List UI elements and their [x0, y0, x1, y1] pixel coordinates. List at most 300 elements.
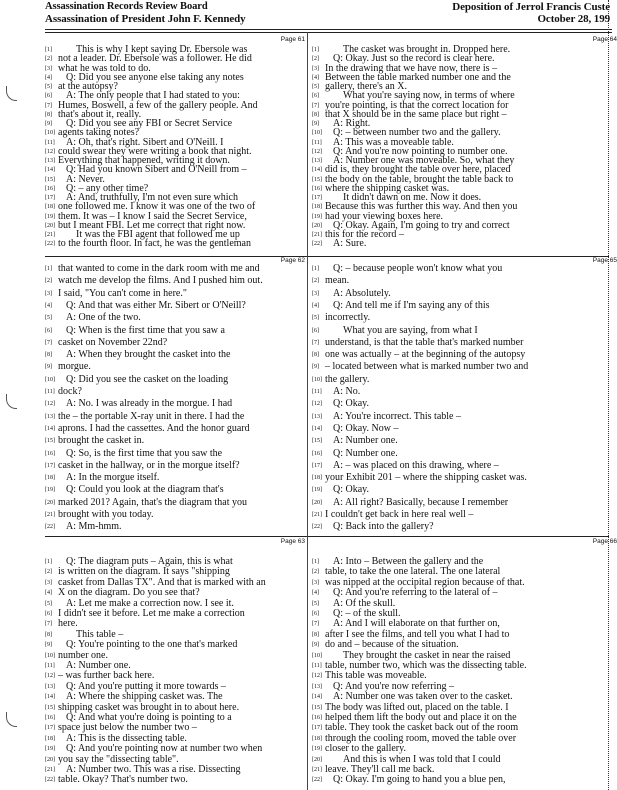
line-text: – was further back here.	[58, 670, 155, 682]
transcript-line	[45, 288, 187, 299]
line-text: but I meant FBI. Let me correct that right now.	[58, 219, 246, 231]
line-number: [7]	[45, 102, 52, 109]
line-number: [21]	[45, 512, 55, 518]
header-rule	[45, 29, 612, 30]
transcript-line	[45, 472, 159, 483]
line-number: [22]	[312, 524, 322, 531]
line-text: The body was lifted out, placed on the table. I	[325, 701, 509, 713]
transcript-line	[45, 702, 239, 713]
line-number: [12]	[45, 401, 55, 408]
transcript-line	[45, 521, 122, 532]
line-number: [4]	[45, 74, 52, 81]
transcript-line	[45, 629, 123, 640]
line-number: [4]	[45, 302, 52, 309]
transcript-line	[312, 598, 395, 609]
line-text: the body on the table, brought the table back to	[325, 173, 514, 185]
line-number: [1]	[45, 559, 52, 565]
line-number: [3]	[45, 290, 52, 297]
line-text: gallery, there's an X.	[325, 81, 407, 92]
transcript-line	[312, 587, 498, 598]
line-text: A: No.	[333, 386, 361, 397]
line-number: [16]	[45, 185, 55, 192]
page-number-label: Page 64	[592, 36, 617, 43]
line-number: [4]	[312, 74, 319, 81]
transcript-line	[312, 722, 518, 733]
line-text: A: Absolutely.	[333, 287, 391, 299]
line-number: [1]	[312, 559, 319, 565]
line-number: [20]	[312, 499, 322, 506]
transcript-line	[45, 712, 232, 723]
line-text: brought the casket in.	[58, 435, 145, 447]
line-number: [1]	[45, 266, 52, 272]
line-number: [8]	[45, 631, 52, 638]
line-number: [17]	[45, 462, 55, 469]
line-text: The casket was brought in. Dropped here.	[343, 44, 511, 55]
line-number: [13]	[312, 413, 322, 420]
transcript-line	[45, 423, 250, 434]
line-text: Q: Okay.	[333, 484, 370, 496]
line-number: [2]	[312, 278, 319, 285]
line-number: [3]	[312, 65, 319, 72]
transcript-line	[45, 325, 225, 336]
line-number: [4]	[45, 590, 52, 597]
line-number: [1]	[45, 47, 52, 53]
line-text: Because this was further this way. And then you	[325, 201, 518, 213]
line-text: Q: Okay.	[333, 398, 370, 410]
line-text: A: Of the skull.	[333, 597, 396, 609]
line-number: [18]	[45, 475, 55, 482]
line-text: A: Number one.	[333, 435, 398, 447]
transcript-line	[312, 691, 513, 702]
line-text: that's about it, really.	[58, 108, 142, 120]
line-text: A: Never.	[66, 173, 105, 185]
line-text: A: You're incorrect. This table –	[333, 410, 461, 422]
line-text: one was actually – at the beginning of the autopsy	[325, 349, 526, 361]
transcript-line	[45, 691, 223, 702]
line-number: [19]	[312, 746, 322, 753]
line-text: Q: And you're now pointing to number one.	[333, 145, 508, 157]
line-text: – located between what is marked number two and	[325, 361, 529, 373]
transcript-line	[312, 423, 398, 434]
line-number: [13]	[45, 413, 55, 420]
header-date: October 28, 199	[537, 13, 610, 25]
line-text: Q: The diagram puts – Again, this is what	[66, 556, 233, 567]
line-number: [7]	[312, 339, 319, 346]
line-text: A: The only people that I had stated to you:	[66, 90, 240, 102]
transcript-line	[45, 374, 228, 385]
transcript-line	[312, 556, 483, 567]
page-number-label: Page 66	[592, 538, 617, 545]
line-text: A: One of the two.	[66, 312, 141, 324]
line-number: [5]	[45, 315, 52, 322]
line-number: [6]	[45, 327, 52, 334]
line-text: Q: And tell me if I'm saying any of this	[333, 299, 490, 311]
line-text: table. Okay? That's number two.	[58, 774, 188, 786]
line-number: [20]	[45, 499, 55, 506]
line-number: [12]	[45, 148, 55, 155]
line-text: Q: Okay. Now –	[333, 422, 399, 434]
transcript-line	[312, 521, 434, 532]
line-text: Everything that happened, writing it down.	[58, 155, 230, 166]
line-number: [10]	[45, 652, 55, 659]
transcript-line	[45, 670, 154, 681]
transcript-line	[45, 275, 263, 286]
line-number: [21]	[45, 232, 55, 238]
line-text: Q: And what you're doing is pointing to a	[66, 712, 232, 723]
line-text: space just below the number two –	[58, 722, 197, 734]
binder-mark	[6, 712, 17, 727]
line-number: [7]	[45, 339, 52, 346]
transcript-line	[45, 238, 251, 249]
line-number: [13]	[312, 158, 322, 164]
line-text: A: Number one was moveable. So, what they	[333, 155, 515, 166]
line-number: [16]	[312, 185, 322, 192]
line-number: [14]	[312, 694, 322, 701]
line-text: Humes, Boswell, a few of the gallery people. And	[58, 99, 258, 111]
transcript-page-right-2	[308, 256, 617, 537]
line-number: [2]	[45, 56, 52, 63]
transcript-line	[45, 312, 141, 323]
transcript-line	[45, 361, 91, 372]
line-number: [15]	[45, 438, 55, 445]
line-text: A: Mm-hmm.	[66, 521, 122, 533]
line-number: [11]	[45, 139, 55, 146]
line-text: This table –	[76, 628, 124, 640]
line-number: [21]	[312, 512, 322, 518]
line-text: Q: Did you see anyone else taking any notes	[66, 71, 244, 83]
line-number: [20]	[45, 222, 55, 229]
line-number: [8]	[312, 352, 319, 359]
transcript-line	[312, 411, 461, 422]
transcript-line	[45, 556, 233, 567]
line-text: It was the FBI agent that followed me up	[76, 229, 240, 240]
line-text: This is why I kept saying Dr. Ebersole was	[76, 44, 248, 55]
line-text: Q: – between number two and the gallery.	[333, 127, 501, 139]
transcript-page-left-2	[45, 256, 307, 537]
transcript-line	[312, 618, 500, 629]
line-number: [22]	[45, 524, 55, 531]
line-number: [10]	[312, 652, 322, 659]
transcript-line	[312, 681, 454, 692]
transcript-line	[312, 361, 528, 372]
line-text: that wanted to come in the dark room with me and	[58, 263, 260, 274]
line-text: What you are saying, from what I	[343, 324, 478, 336]
transcript-line	[312, 238, 366, 249]
transcript-line	[45, 650, 108, 661]
line-number: [6]	[45, 93, 52, 100]
transcript-line	[312, 733, 516, 744]
line-number: [17]	[312, 462, 322, 469]
line-text: Q: – any other time?	[66, 182, 149, 194]
line-number: [6]	[45, 611, 52, 617]
line-number: [15]	[312, 438, 322, 445]
transcript-line	[45, 509, 153, 520]
line-text: the – the portable X-ray unit in there. I had the	[58, 410, 245, 422]
line-number: [19]	[312, 213, 322, 220]
line-text: A: All right? Basically, because I remember	[333, 496, 509, 508]
line-text: that X should be in the same place but right –	[325, 108, 507, 120]
line-text: casket from Dallas TX". And that is marked with an	[58, 576, 266, 588]
transcript-page-left-3	[45, 537, 307, 790]
line-text: In the drawing that we have now, there is –	[325, 62, 498, 74]
line-number: [15]	[45, 704, 55, 711]
line-text: Q: Did you see the casket on the loading	[66, 373, 229, 385]
line-text: A: This was a moveable table.	[333, 136, 454, 148]
transcript-line	[312, 774, 506, 785]
line-number: [11]	[45, 389, 55, 395]
line-number: [17]	[312, 195, 322, 201]
line-text: A: Sure.	[333, 238, 367, 250]
header-rule-lower	[45, 32, 612, 33]
transcript-line	[312, 764, 434, 775]
transcript-line	[312, 743, 406, 754]
line-text: did is, they brought the table over here, placed	[325, 164, 511, 176]
transcript-line	[312, 386, 360, 397]
line-text: I didn't see it before. Let me make a correction	[58, 608, 245, 619]
line-number: [14]	[312, 425, 322, 432]
line-text: I said, "You can't come in here."	[58, 287, 187, 299]
line-text: A: In the morgue itself.	[66, 472, 160, 484]
line-number: [18]	[312, 735, 322, 742]
line-text: watch me develop the films. And I pushed him out.	[58, 275, 263, 287]
line-number: [10]	[45, 130, 55, 137]
line-text: A: Oh, that's right. Sibert and O'Neill. I	[66, 136, 224, 148]
transcript-line	[45, 411, 244, 422]
line-number: [8]	[312, 111, 319, 118]
line-text: Q: Back into the gallery?	[333, 521, 434, 533]
line-text: A: Let me make a correction now. I see it.	[66, 597, 234, 609]
transcript-line	[45, 743, 262, 754]
binder-mark	[6, 86, 17, 101]
line-text: A: And I will elaborate on that further on,	[333, 618, 500, 630]
line-text: This table was moveable.	[325, 670, 427, 682]
line-text: closer to the gallery.	[325, 743, 406, 755]
line-text: What you're saying now, in terms of where	[343, 90, 515, 102]
transcript-line	[45, 598, 234, 609]
line-text: A: Number two. This was a rise. Dissecting	[66, 764, 241, 775]
line-number: [15]	[312, 176, 322, 183]
line-number: [8]	[45, 111, 52, 118]
transcript-line	[45, 435, 144, 446]
line-text: was nipped at the occipital region because of that.	[325, 576, 525, 588]
transcript-line	[312, 660, 527, 671]
transcript-line	[312, 497, 508, 508]
line-number: [16]	[45, 715, 55, 721]
transcript-line	[45, 497, 247, 508]
line-number: [5]	[312, 84, 319, 90]
line-text: not a leader. Dr. Ebersole was a follower. He did	[58, 53, 252, 65]
line-number: [7]	[312, 621, 319, 628]
line-number: [12]	[312, 673, 322, 680]
line-number: [18]	[45, 735, 55, 742]
line-number: [22]	[45, 777, 55, 784]
line-number: [14]	[312, 167, 322, 174]
binder-mark	[6, 394, 17, 409]
line-number: [21]	[312, 232, 322, 238]
line-number: [8]	[312, 631, 319, 638]
line-text: aprons. I had the cassettes. And the honor guard	[58, 422, 250, 434]
line-text: brought with you today.	[58, 509, 154, 520]
line-text: I couldn't get back in here real well –	[325, 509, 474, 520]
line-number: [8]	[45, 352, 52, 359]
header-case-title: Assassination of President John F. Kennedy	[45, 13, 246, 25]
line-text: Q: You're pointing to the one that's marked	[66, 639, 238, 651]
transcript-line	[45, 660, 131, 671]
transcript-page-right-1	[308, 34, 617, 257]
line-number: [12]	[312, 148, 322, 155]
transcript-page-left-1	[45, 34, 307, 257]
transcript-line	[312, 754, 500, 765]
line-text: Q: And you're putting it more towards –	[66, 680, 226, 692]
line-number: [2]	[312, 569, 319, 576]
line-text: A: Right.	[333, 118, 371, 129]
transcript-line	[312, 472, 527, 483]
transcript-line	[45, 608, 245, 619]
line-number: [4]	[312, 590, 319, 597]
line-text: Q: Okay. Just so the record is clear here.	[333, 53, 495, 65]
line-text: They brought the casket in near the raised	[343, 649, 511, 661]
line-number: [9]	[312, 364, 319, 371]
line-text: what he was told to do.	[58, 62, 151, 74]
transcript-line	[312, 650, 510, 661]
line-number: [3]	[45, 579, 52, 586]
line-number: [1]	[312, 266, 319, 272]
line-text: shipping casket was brought in to about here.	[58, 701, 240, 713]
transcript-line	[45, 733, 187, 744]
line-number: [18]	[45, 204, 55, 211]
transcript-line	[45, 764, 241, 775]
transcript-line	[312, 639, 459, 650]
line-text: A: And, truthfully, I'm not even sure which	[66, 192, 238, 203]
page-number-label: Page 65	[592, 257, 617, 264]
line-number: [2]	[312, 56, 319, 63]
line-text: Q: – because people won't know what you	[333, 263, 503, 274]
line-text: Q: So, is the first time that you saw the	[66, 447, 223, 459]
line-text: A: This is the dissecting table.	[66, 732, 187, 744]
line-number: [2]	[45, 278, 52, 285]
line-text: It didn't dawn on me. Now it does.	[343, 192, 482, 203]
line-text: number one.	[58, 649, 108, 661]
transcript-line	[312, 608, 401, 619]
line-number: [14]	[45, 425, 55, 432]
line-text: A: Number one.	[66, 660, 131, 671]
transcript-line	[312, 566, 500, 577]
line-number: [12]	[312, 401, 322, 408]
line-text: to the fourth floor. In fact, he was the gentleman	[58, 238, 251, 250]
line-number: [3]	[45, 65, 52, 72]
transcript-line	[45, 774, 188, 785]
transcript-line	[45, 386, 82, 397]
page-number-label: Page 62	[280, 257, 305, 264]
transcript-line	[45, 398, 232, 409]
line-number: [17]	[312, 725, 322, 732]
line-number: [21]	[45, 767, 55, 773]
transcript-line	[45, 587, 200, 598]
transcript-line	[45, 618, 78, 629]
line-text: dock?	[58, 386, 82, 397]
line-text: you're pointing, is that the correct location for	[325, 99, 509, 111]
line-number: [13]	[45, 683, 55, 690]
line-text: table, number two, which was the dissecting table.	[325, 660, 527, 671]
line-number: [19]	[312, 487, 322, 494]
line-text: agents taking notes?	[58, 127, 140, 139]
line-text: casket on November 22nd?	[58, 336, 168, 348]
line-text: is written on the diagram. It says "shipping	[58, 566, 230, 578]
line-number: [6]	[312, 611, 319, 617]
line-number: [9]	[45, 642, 52, 649]
transcript-line	[312, 670, 427, 681]
transcript-line	[312, 349, 525, 360]
line-text: at the autopsy?	[58, 81, 118, 92]
line-number: [5]	[45, 600, 52, 607]
transcript-line	[45, 566, 230, 577]
line-text: table. They took the casket back out of the room	[325, 722, 519, 734]
transcript-line	[45, 577, 266, 588]
line-text: X on the diagram. Do you see that?	[58, 587, 200, 599]
line-text: leave. They'll call me back.	[325, 764, 435, 775]
line-number: [9]	[45, 364, 52, 371]
line-text: Between the table marked number one and the	[325, 71, 511, 83]
line-number: [10]	[312, 376, 322, 383]
line-number: [13]	[45, 158, 55, 164]
line-text: Q: Did you see any FBI or Secret Service	[66, 118, 233, 129]
transcript-line	[45, 263, 260, 274]
line-text: through the cooling room, moved the table over	[325, 732, 517, 744]
line-text: Q: When is the first time that you saw a	[66, 324, 225, 336]
line-text: A: When they brought the casket into the	[66, 349, 231, 361]
line-number: [11]	[45, 663, 55, 669]
transcript-line	[312, 325, 478, 336]
transcript-line	[312, 484, 369, 495]
page-number-label: Page 61	[280, 36, 305, 43]
line-number: [7]	[45, 621, 52, 628]
line-number: [1]	[312, 47, 319, 53]
line-number: [20]	[45, 756, 55, 763]
header-board-name: Assassination Records Review Board	[45, 1, 208, 12]
transcript-line	[312, 312, 370, 323]
transcript-line	[312, 288, 391, 299]
transcript-line	[312, 263, 502, 274]
line-number: [11]	[312, 139, 322, 146]
line-number: [22]	[312, 241, 322, 248]
line-number: [17]	[45, 195, 55, 201]
transcript-line	[312, 712, 517, 723]
line-text: Q: And you're pointing now at number two when	[66, 743, 263, 755]
line-text: Q: – of the skull.	[333, 608, 401, 619]
line-text: where the shipping casket was.	[325, 182, 450, 194]
line-number: [2]	[45, 569, 52, 576]
line-number: [18]	[312, 475, 322, 482]
line-text: And this is when I was told that I could	[343, 753, 501, 765]
line-number: [15]	[45, 176, 55, 183]
line-number: [10]	[45, 376, 55, 383]
line-number: [22]	[312, 777, 322, 784]
transcript-line	[45, 460, 240, 471]
line-number: [17]	[45, 725, 55, 732]
transcript-line	[312, 435, 398, 446]
line-number: [16]	[45, 450, 55, 457]
line-number: [12]	[45, 673, 55, 680]
line-number: [10]	[312, 130, 322, 137]
transcript-line	[312, 509, 473, 520]
line-number: [18]	[312, 204, 322, 211]
line-number: [14]	[45, 167, 55, 174]
transcript-line	[45, 337, 167, 348]
line-text: them. It was – I know I said the Secret Service,	[58, 210, 247, 222]
line-number: [19]	[45, 213, 55, 220]
line-number: [5]	[312, 600, 319, 607]
line-number: [11]	[312, 389, 322, 395]
